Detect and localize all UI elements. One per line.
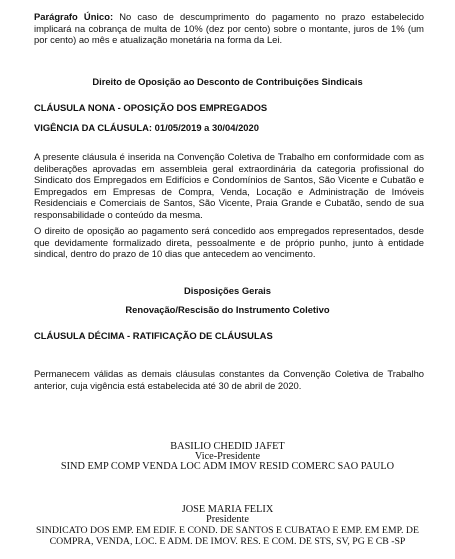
signature-1-org: SIND EMP COMP VENDA LOC ADM IMOV RESID COMERC SAO PAULO [60, 461, 395, 472]
paragrafo-unico-label: Parágrafo Único: [34, 11, 114, 22]
renovacao-title: Renovação/Rescisão do Instrumento Coletivo [125, 304, 330, 315]
clausula-decima-title: CLÁUSULA DÉCIMA - RATIFICAÇÃO DE CLÁUSULAS [34, 330, 273, 341]
signature-2-role: Presidente [206, 514, 249, 525]
signature-2-org-line-2: COMPRA, VENDA, LOC. E ADM. DE IMOV. RES. E COM. DE STS, SV, PG E CB -SP [49, 536, 406, 547]
signature-2-name: JOSE MARIA FELIX [181, 504, 274, 515]
clausula-nona-paragraph-1: A presente cláusula é inserida na Convenção Coletiva de Trabalho em conformidade com as deliberações aprovadas em assembleia geral extraordinária da categoria profissional do Sindicato dos Empregados em Edifícios e Condomínios de Santos, São Vicente e Cubatão e Empregados em Empresas de Compra, Venda, Locação e Administração de Imóveis Residenciais e Comerciais de Santos, São Vicente, Praia Grande e Cubatão, sendo de sua responsabilidade o conteúdo da mesma. [34, 151, 424, 220]
clausula-nona-paragraph-2: O direito de oposição ao pagamento será concedido aos empregados representados, desde que devidamente formalizado direta, pessoalmente e de próprio punho, junto à entidade sindical, dentro do prazo de 10 dias que antecedem ao vencimento. [34, 225, 424, 259]
paragrafo-unico [34, 11, 424, 46]
clausula-decima-paragraph: Permanecem válidas as demais cláusulas constantes da Convenção Coletiva de Trabalho anterior, cuja vigência está estabelecida até 30 de abril de 2020. [34, 368, 424, 391]
signature-1-role: Vice-Presidente [194, 451, 261, 462]
clausula-nona-title: CLÁUSULA NONA - OPOSIÇÃO DOS EMPREGADOS [34, 102, 268, 113]
disposicoes-gerais-title: Disposições Gerais [183, 285, 272, 296]
paragrafo-unico-text: No caso de descumprimento do pagamento no prazo estabelecido implicará na cobrança de multa de 10% (dez por cento) sobre o montante, juros de 1% (um por cento) ao mês e atualização monetária na forma da Lei. [34, 11, 424, 45]
signature-2-org-line-1: SINDICATO DOS EMP. EM EDIF. E COND. DE SANTOS E CUBATAO E EMP. EM EMP. DE [36, 525, 419, 536]
signature-1-name: BASILIO CHEDID JAFET [170, 441, 285, 452]
clausula-nona-vigencia: VIGÊNCIA DA CLÁUSULA: 01/05/2019 a 30/04/2020 [34, 122, 259, 133]
section-oposicao-title: Direito de Oposição ao Desconto de Contribuições Sindicais [92, 76, 363, 87]
